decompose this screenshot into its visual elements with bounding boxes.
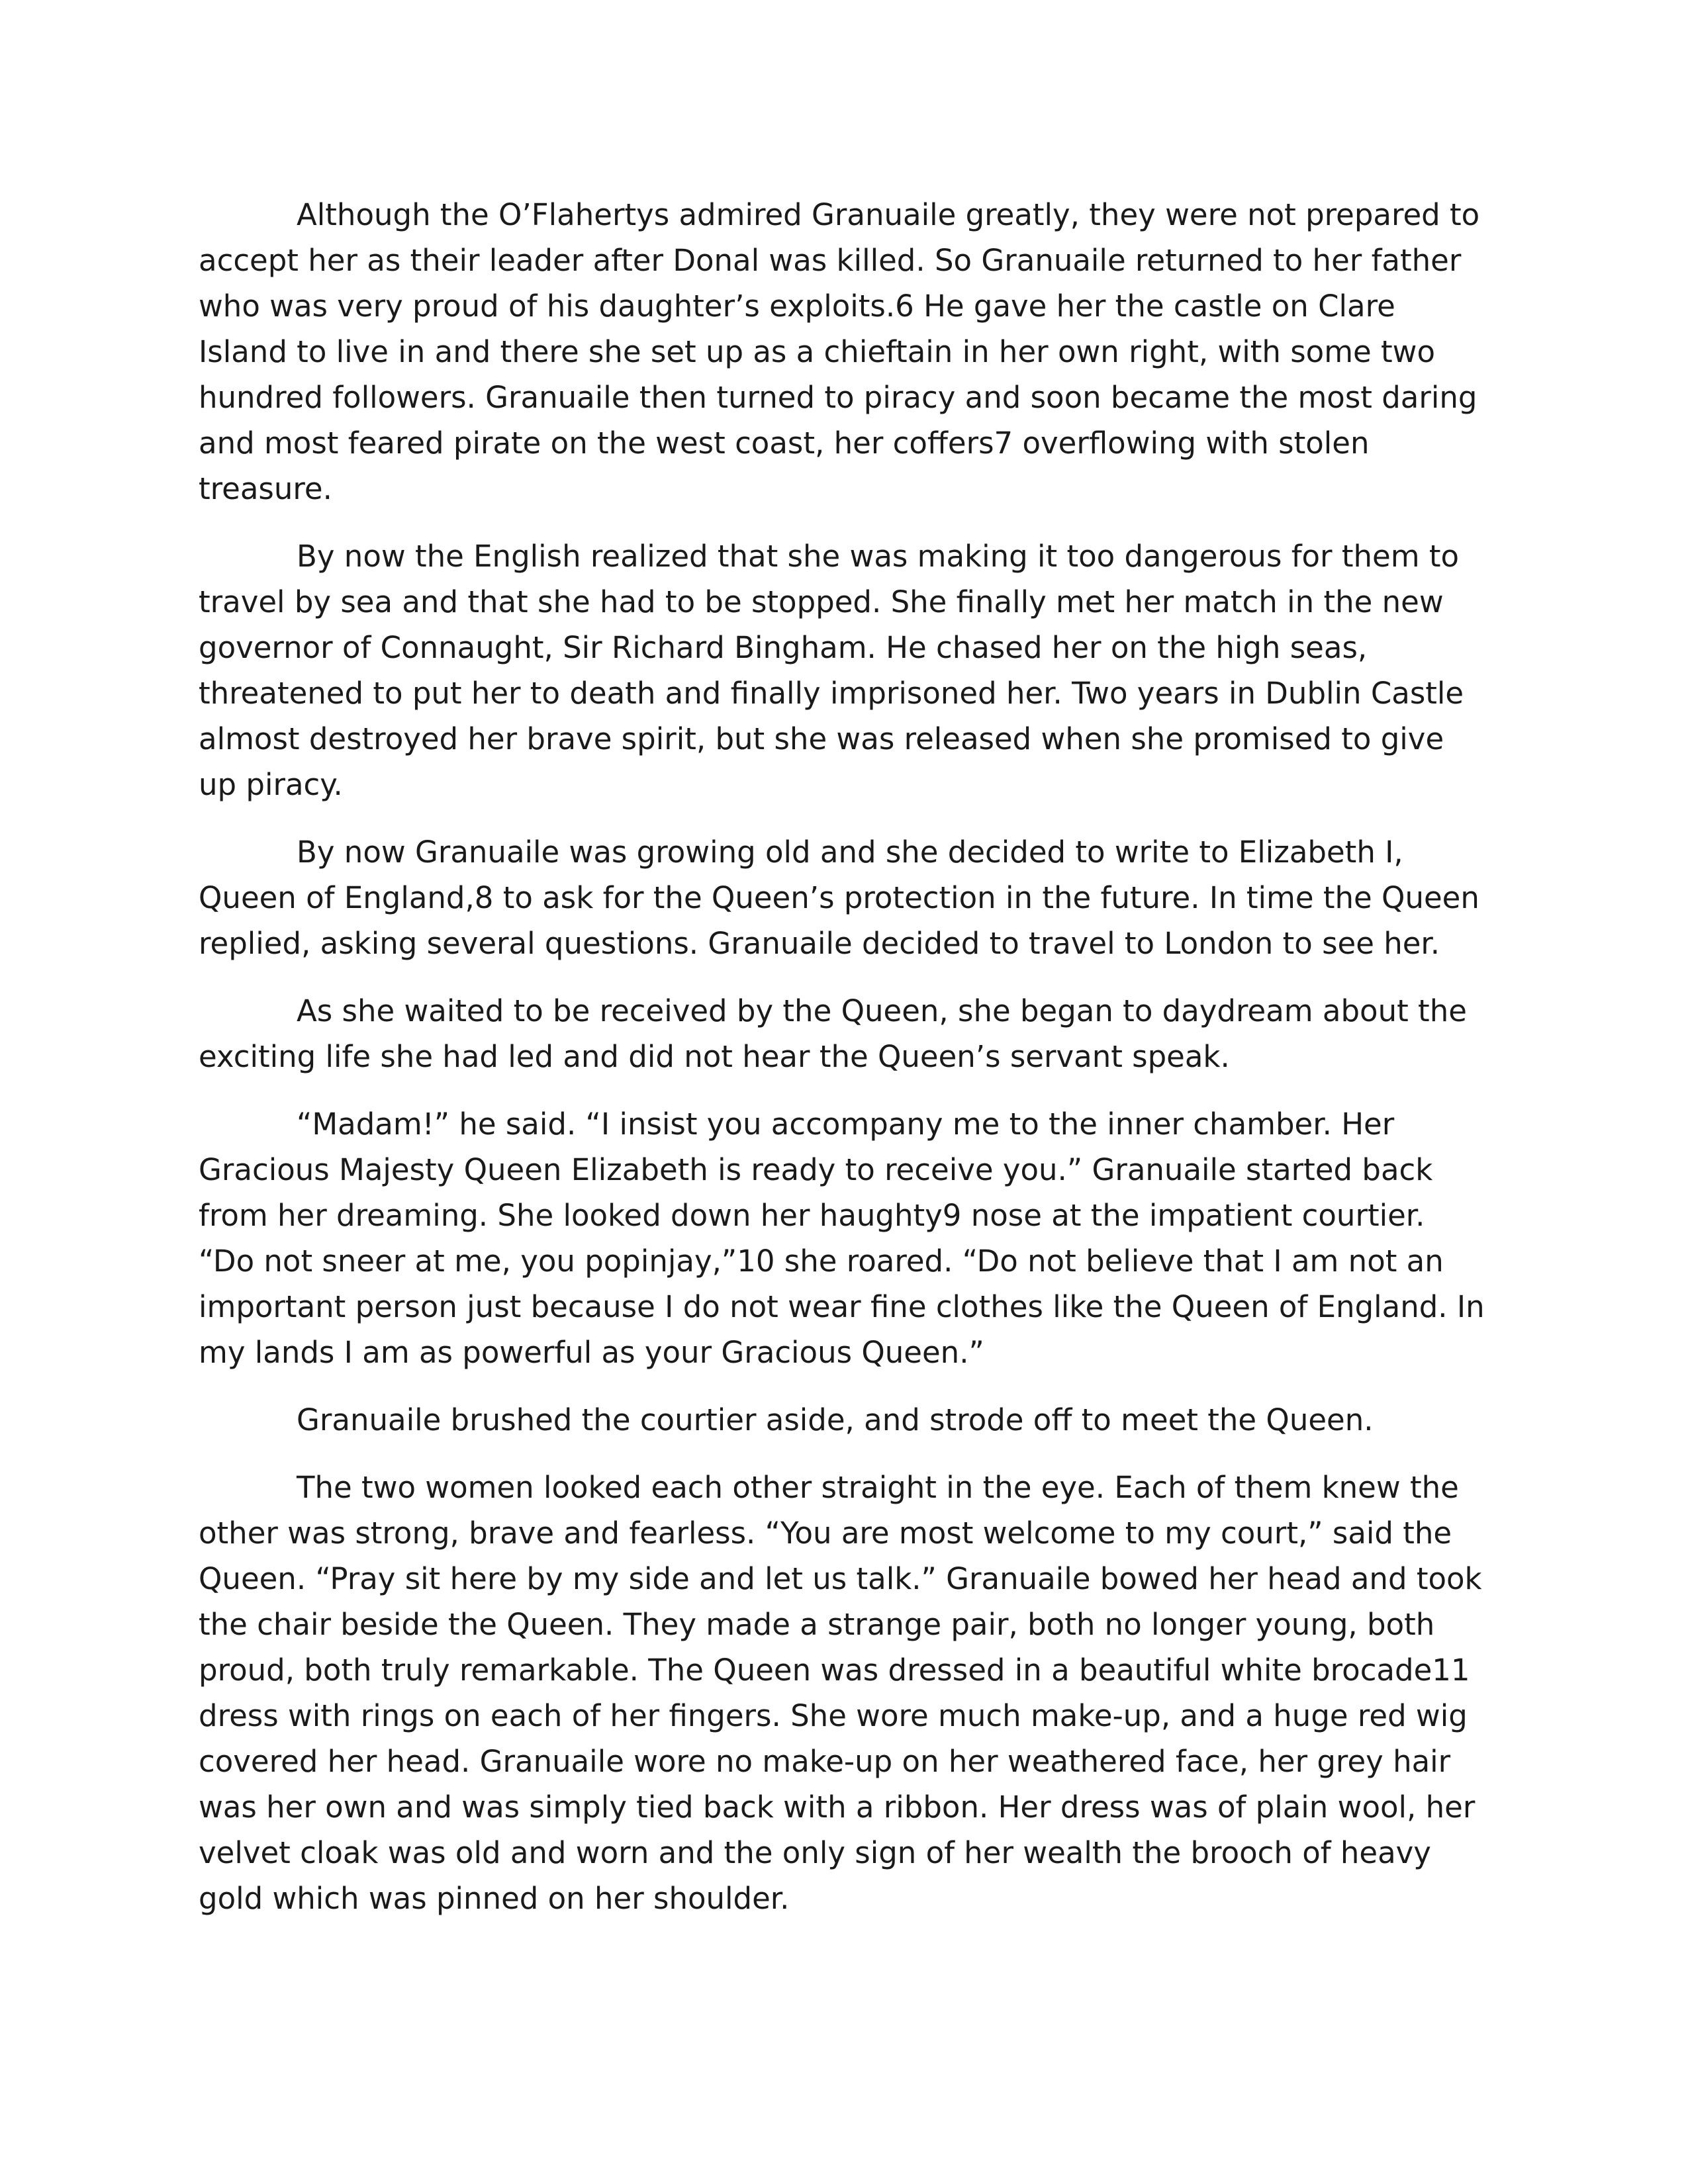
paragraph-2: By now the English realized that she was making it too dangerous for them to travel by sea and that she had to be stopped. She finally met her match in the new governor of Connaught, Sir Richard Bingham. He chased her on the high seas, threatened to put her to death and finally imprisoned her. Two years in Dublin Castle almost destroyed her brave spirit, but she was released when she promised to give up piracy.: [199, 539, 1464, 802]
paragraph-4: As she waited to be received by the Queen, she began to daydream about the exciting life she had led and did not hear the Queen’s servant speak.: [199, 993, 1467, 1074]
paragraph-1: Although the O’Flahertys admired Granuaile greatly, they were not prepared to accept her as their leader after Donal was killed. So Granuaile returned to her father who was very proud of his daughter’s exploits.6 He gave her the castle on Clare Island to live in and there she set up as a chieftain in her own right, with some two hundred followers. Granuaile then turned to piracy and soon became the most daring and most feared pirate on the west coast, her coffers7 overflowing with stolen treasure.: [199, 197, 1480, 506]
paragraph-7: The two women looked each other straight in the eye. Each of them knew the other was strong, brave and fearless. “You are most welcome to my court,” said the Queen. “Pray sit here by my side and let us talk.” Granuaile bowed her head and took the chair beside the Queen. They made a strange pair, both no longer young, both proud, both truly remarkable. The Queen was dressed in a beautiful white brocade11 dress with rings on each of her fingers. She wore much make-up, and a huge red wig covered her head. Granuaile wore no make-up on her weathered face, her grey hair was her own and was simply tied back with a ribbon. Her dress was of plain wool, her velvet cloak was old and worn and the only sign of her wealth the brooch of heavy gold which was pinned on her shoulder.: [199, 1470, 1482, 1916]
document-page: [199, 192, 1489, 1943]
paragraph-5: “Madam!” he said. “I insist you accompany me to the inner chamber. Her Gracious Majesty Queen Elizabeth is ready to receive you.” Granuaile started back from her dreaming. She looked down her haughty9 nose at the impatient courtier. “Do not sneer at me, you popinjay,”10 she roared. “Do not believe that I am not an important person just because I do not wear fine clothes like the Queen of England. In my lands I am as powerful as your Gracious Queen.”: [199, 1107, 1485, 1370]
paragraph-6: Granuaile brushed the courtier aside, and strode off to meet the Queen.: [297, 1402, 1374, 1437]
paragraph-3: By now Granuaile was growing old and she decided to write to Elizabeth I, Queen of England,8 to ask for the Queen’s protection in the future. In time the Queen replied, asking several questions. Granuaile decided to travel to London to see her.: [199, 835, 1479, 961]
